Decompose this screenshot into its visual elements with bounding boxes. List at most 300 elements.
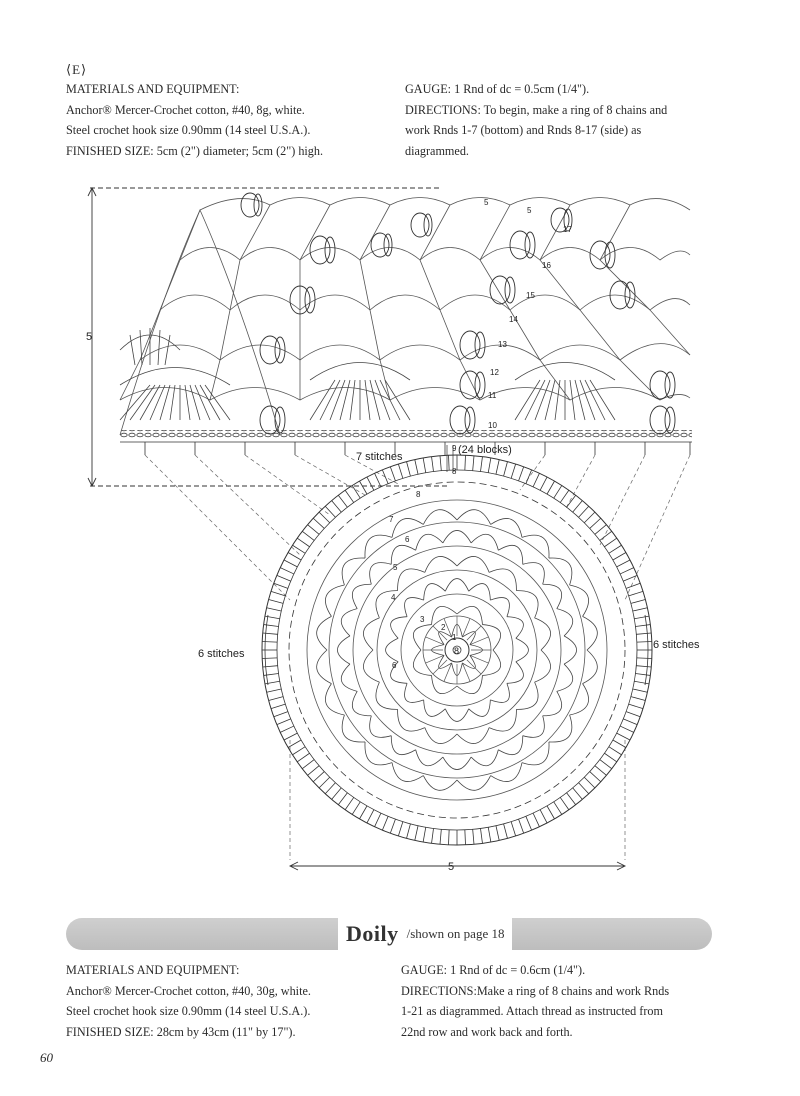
doily-directions-line-3: 22nd row and work back and forth. bbox=[401, 1024, 573, 1039]
edge-stitch-tick bbox=[284, 560, 297, 567]
edge-stitch-tick bbox=[263, 633, 278, 634]
doily-materials-heading: MATERIALS AND EQUIPMENT: bbox=[66, 963, 240, 977]
edge-stitch-tick bbox=[629, 704, 643, 709]
side-round-label: 9 bbox=[452, 444, 457, 453]
chain-scallop bbox=[365, 535, 392, 558]
side-diagram bbox=[88, 188, 692, 486]
chain-scallop bbox=[424, 584, 446, 601]
edge-stitch-tick bbox=[573, 788, 583, 799]
center-stitch bbox=[426, 655, 444, 663]
chain-scallop bbox=[516, 638, 529, 661]
chain-scallop bbox=[370, 716, 392, 738]
edge-stitch-tick bbox=[390, 819, 395, 833]
doily-title: Doily bbox=[346, 921, 399, 946]
section-e-label: ⟨E⟩ bbox=[66, 62, 88, 77]
edge-stitch-tick bbox=[440, 456, 441, 471]
edge-stitch-tick bbox=[626, 712, 640, 717]
doily-directions bbox=[401, 960, 721, 1042]
chain-scallop bbox=[392, 763, 423, 782]
width-label: 5 bbox=[448, 861, 455, 873]
edge-stitch-tick bbox=[609, 747, 622, 755]
bottom-round-label: 2 bbox=[441, 623, 446, 632]
edge-stitch-tick bbox=[636, 633, 651, 634]
edge-stitch-tick bbox=[636, 666, 651, 667]
edge-stitch-tick bbox=[613, 740, 626, 748]
doily-materials-hook: Steel crochet hook size 0.90mm (14 steel U.S.A.). bbox=[66, 1004, 311, 1018]
chain-scallop bbox=[341, 664, 357, 691]
chain-scallop bbox=[557, 664, 573, 691]
edge-stitch-tick bbox=[423, 458, 426, 473]
bottom-round-label: 3 bbox=[420, 615, 425, 624]
center-label: 8 bbox=[454, 646, 460, 656]
blocks-label: (24 blocks) bbox=[458, 444, 512, 456]
chain-scallop bbox=[457, 510, 491, 525]
chain-scallop bbox=[557, 609, 573, 636]
chain-scallop bbox=[535, 618, 551, 650]
edge-stitch-tick bbox=[423, 827, 426, 842]
chain-scallop bbox=[564, 636, 576, 664]
edge-stitch-tick bbox=[465, 830, 466, 845]
edge-stitch-tick bbox=[265, 681, 280, 684]
edge-stitch-tick bbox=[293, 747, 306, 755]
section-e-materials bbox=[66, 79, 386, 161]
doily-subtitle: /shown on page 18 bbox=[406, 926, 505, 941]
edge-stitch-tick bbox=[511, 464, 516, 478]
edge-stitch-tick bbox=[352, 802, 360, 815]
bottom-diagram bbox=[262, 445, 652, 870]
chain-scallop bbox=[469, 584, 491, 601]
chain-scallop bbox=[535, 650, 551, 682]
edge-stitch-tick bbox=[579, 783, 589, 794]
center-stitch bbox=[433, 660, 447, 674]
edge-stitch-tick bbox=[360, 481, 368, 494]
chain-scallop bbox=[432, 675, 457, 693]
edge-stitch-tick bbox=[533, 813, 539, 827]
chain-scallop bbox=[424, 700, 446, 717]
chain-scallop bbox=[391, 736, 415, 755]
edge-stitch-tick bbox=[264, 673, 279, 675]
chain-scallop bbox=[491, 763, 522, 782]
chain-scallop bbox=[443, 757, 471, 769]
edge-stitch-tick bbox=[338, 495, 347, 507]
chain-scallop bbox=[392, 518, 423, 537]
chain-scallop bbox=[457, 606, 482, 624]
chain-scallop bbox=[498, 736, 522, 755]
edge-stitch-tick bbox=[634, 616, 649, 619]
side-round-labels bbox=[452, 198, 572, 476]
bottom-round-label: 6 bbox=[392, 661, 397, 670]
edge-stitch-tick bbox=[407, 824, 411, 838]
chain-scallop bbox=[570, 684, 589, 715]
edge-stitch-tick bbox=[629, 591, 643, 596]
chain-scallop bbox=[337, 636, 349, 664]
edge-stitch-tick bbox=[280, 726, 294, 732]
chain-scallop bbox=[325, 684, 344, 715]
chain-scallop bbox=[470, 645, 483, 656]
edge-stitch-tick bbox=[313, 772, 324, 782]
chain-scallop bbox=[413, 650, 431, 675]
doily-directions-line-2: 1-21 as diagrammed. Attach thread as instructed from bbox=[401, 1004, 663, 1018]
edge-stitch-tick bbox=[600, 531, 612, 540]
doily-materials bbox=[66, 960, 386, 1042]
edge-stitch-tick bbox=[488, 458, 491, 473]
edge-stitch-tick bbox=[432, 457, 434, 472]
edge-stitch-tick bbox=[360, 806, 368, 819]
edge-stitch-tick bbox=[269, 600, 283, 604]
edge-stitch-tick bbox=[554, 802, 562, 815]
chain-scallop bbox=[549, 715, 572, 742]
edge-stitch-tick bbox=[623, 575, 637, 581]
directions-line-3: diagrammed. bbox=[405, 143, 469, 158]
side-round-label: 16 bbox=[542, 261, 551, 270]
chain-scallop bbox=[352, 584, 371, 608]
edge-stitch-tick bbox=[635, 625, 650, 627]
edge-stitch-tick bbox=[584, 777, 595, 788]
edge-stitch-tick bbox=[547, 806, 555, 819]
chain-scallop bbox=[549, 558, 572, 585]
edge-stitch-tick bbox=[473, 456, 474, 471]
section-e-directions bbox=[405, 79, 725, 161]
edge-stitch-tick bbox=[448, 455, 449, 470]
chain-scallop bbox=[507, 662, 524, 684]
side-round-label: 13 bbox=[498, 340, 507, 349]
edge-stitch-tick bbox=[637, 658, 652, 659]
doily-banner-title-box bbox=[338, 918, 512, 950]
bottom-round-label: 6 bbox=[405, 535, 410, 544]
edge-stitch-tick bbox=[504, 462, 508, 476]
edge-stitch-tick bbox=[269, 697, 283, 701]
edge-stitch-tick bbox=[297, 753, 309, 762]
chain-scallop bbox=[370, 563, 392, 585]
chain-scallop bbox=[457, 556, 489, 572]
edge-stitch-tick bbox=[590, 772, 601, 782]
edge-stitch-tick bbox=[631, 697, 645, 701]
chain-scallop bbox=[471, 534, 498, 550]
chain-scallop bbox=[363, 618, 379, 650]
edge-stitch-tick bbox=[267, 608, 282, 611]
edge-stitch-tick bbox=[554, 486, 562, 499]
chain-scallop bbox=[482, 650, 500, 675]
chain-scallop bbox=[317, 616, 332, 650]
edge-stitch-tick bbox=[496, 826, 499, 841]
chain-scallop bbox=[516, 591, 538, 618]
chain-scallop bbox=[583, 616, 598, 650]
edge-stitch-tick bbox=[584, 512, 595, 523]
center-stitch bbox=[470, 655, 488, 663]
edge-stitch-tick bbox=[617, 560, 630, 567]
chain-scallop bbox=[317, 650, 332, 684]
edge-stitch-tick bbox=[496, 460, 499, 475]
edge-stitch-tick bbox=[620, 568, 634, 574]
edge-stitch-tick bbox=[634, 681, 649, 684]
chain-scallop bbox=[425, 728, 457, 744]
chain-scallop bbox=[439, 655, 452, 668]
side-round-label: 11 bbox=[488, 391, 497, 400]
edge-stitch-tick bbox=[567, 793, 576, 805]
edge-stitch-tick bbox=[319, 512, 330, 523]
chain-scallop bbox=[376, 682, 398, 709]
center-stitch bbox=[470, 637, 488, 645]
edge-stitch-tick bbox=[600, 760, 612, 769]
chain-scallop bbox=[413, 625, 431, 650]
chain-scallop bbox=[543, 691, 562, 715]
edge-stitch-tick bbox=[382, 470, 388, 484]
finished-size: FINISHED SIZE: 5cm (2") diameter; 5cm (2") high. bbox=[66, 143, 324, 158]
edge-stitch-tick bbox=[390, 467, 395, 481]
chain-scallop bbox=[391, 617, 408, 639]
edge-stitch-tick bbox=[284, 733, 297, 740]
edge-stitch-tick bbox=[620, 726, 634, 732]
edge-stitch-tick bbox=[415, 460, 418, 475]
chain-scallop bbox=[471, 750, 498, 766]
diagram-labels bbox=[86, 331, 700, 873]
edge-stitch-tick bbox=[526, 470, 532, 484]
edge-stitch-tick bbox=[567, 495, 576, 507]
edge-stitch-tick bbox=[313, 518, 324, 528]
chain-scallop bbox=[386, 638, 399, 661]
chain-scallop bbox=[507, 617, 524, 639]
edge-stitch-tick bbox=[271, 591, 285, 596]
chain-scallop bbox=[490, 598, 509, 617]
edge-stitch-tick bbox=[488, 827, 491, 842]
edge-stitch-tick bbox=[511, 822, 516, 836]
chain-scallop bbox=[498, 545, 522, 564]
edge-stitch-tick bbox=[560, 797, 569, 809]
bottom-round-label: 8 bbox=[416, 490, 421, 499]
chain-scallop bbox=[523, 563, 545, 585]
chain-scallop bbox=[452, 625, 463, 638]
chain-scallop bbox=[452, 663, 463, 676]
edge-stitch-tick bbox=[325, 506, 335, 517]
edge-stitch-tick bbox=[415, 826, 418, 841]
center-stitch bbox=[444, 663, 452, 681]
edge-stitch-tick bbox=[263, 666, 278, 667]
side-round-label: 15 bbox=[526, 291, 535, 300]
center-stitch bbox=[462, 619, 470, 637]
directions-line-2: work Rnds 1-7 (bottom) and Rnds 8-17 (side) as bbox=[405, 123, 642, 137]
bottom-round-label: 1 bbox=[452, 633, 457, 642]
chain-scallop bbox=[439, 632, 452, 645]
chain-scallop bbox=[543, 584, 562, 608]
doily-finished-size: FINISHED SIZE: 28cm by 43cm (11" by 17"). bbox=[66, 1024, 296, 1039]
edge-stitch-tick bbox=[345, 490, 354, 502]
center-stitch bbox=[467, 660, 481, 674]
chain-scallop bbox=[457, 776, 491, 791]
edge-stitch-tick bbox=[473, 829, 474, 844]
edge-stitch-tick bbox=[480, 457, 482, 472]
edge-stitch-tick bbox=[595, 525, 606, 535]
bottom-round-labels bbox=[389, 490, 460, 670]
chain-scallop bbox=[425, 556, 457, 572]
chain-scallop bbox=[352, 691, 371, 715]
edge-stitch-tick bbox=[308, 766, 319, 776]
edge-stitch-tick bbox=[637, 641, 652, 642]
bottom-round-label: 4 bbox=[391, 593, 396, 602]
side-round-label: 5 bbox=[484, 198, 489, 207]
edge-stitch-tick bbox=[407, 462, 411, 476]
chain-scallop bbox=[457, 675, 482, 693]
chain-scallop bbox=[432, 606, 457, 624]
chain-scallop bbox=[482, 625, 500, 650]
edge-stitch-tick bbox=[367, 477, 374, 490]
edge-stitch-tick bbox=[631, 600, 645, 604]
edge-stitch-tick bbox=[547, 481, 555, 494]
stitches-7-label: 7 stitches bbox=[356, 451, 403, 463]
chain-scallop bbox=[342, 715, 365, 742]
side-round-label: 17 bbox=[563, 225, 572, 234]
chain-scallop bbox=[363, 650, 379, 682]
center-stitch bbox=[444, 619, 452, 637]
side-round-label: 10 bbox=[488, 421, 497, 430]
chain-scallop bbox=[325, 585, 344, 616]
gauge: GAUGE: 1 Rnd of dc = 0.5cm (1/4"). bbox=[405, 82, 590, 96]
edge-stitch-tick bbox=[623, 719, 637, 725]
chain-scallop bbox=[405, 598, 424, 617]
chain-scallop bbox=[398, 709, 425, 731]
height-label: 5 bbox=[86, 331, 93, 343]
edge-stitch-tick bbox=[635, 673, 650, 675]
chain-scallop bbox=[570, 585, 589, 616]
chain-scallop bbox=[469, 700, 491, 717]
edge-stitch-tick bbox=[293, 545, 306, 553]
edge-stitch-tick bbox=[277, 719, 291, 725]
edge-stitch-tick bbox=[519, 467, 524, 481]
doily-banner bbox=[66, 918, 712, 950]
edge-stitch-tick bbox=[325, 783, 335, 794]
edge-stitch-tick bbox=[613, 553, 626, 561]
side-round-label: 5 bbox=[527, 206, 532, 215]
edge-stitch-tick bbox=[560, 490, 569, 502]
center-stitch bbox=[426, 637, 444, 645]
edge-stitch-tick bbox=[338, 793, 347, 805]
edge-stitch-tick bbox=[540, 810, 547, 823]
doily-gauge: GAUGE: 1 Rnd of dc = 0.6cm (1/4"). bbox=[401, 963, 586, 977]
edge-stitch-tick bbox=[448, 830, 449, 845]
edge-stitch-tick bbox=[590, 518, 601, 528]
chain-scallop bbox=[423, 510, 457, 525]
chain-scallop bbox=[490, 683, 509, 702]
chain-scallop bbox=[376, 591, 398, 618]
edge-stitch-tick bbox=[609, 545, 622, 553]
chain-scallop bbox=[489, 709, 516, 731]
chain-scallop bbox=[522, 742, 549, 765]
edge-stitch-tick bbox=[267, 689, 282, 692]
materials-hook: Steel crochet hook size 0.90mm (14 steel U.S.A.). bbox=[66, 123, 311, 137]
chain-scallop bbox=[523, 716, 545, 738]
center-stitch bbox=[467, 626, 481, 640]
chain-scallop bbox=[462, 655, 475, 668]
edge-stitch-tick bbox=[271, 704, 285, 709]
doily-materials-thread: Anchor® Mercer-Crochet cotton, #40, 30g, white. bbox=[66, 983, 311, 998]
chain-scallop bbox=[462, 632, 475, 645]
edge-stitch-tick bbox=[519, 819, 524, 833]
chain-scallop bbox=[342, 558, 365, 585]
edge-stitch-tick bbox=[288, 553, 301, 561]
chain-scallop bbox=[445, 709, 468, 722]
edge-stitch-tick bbox=[465, 455, 466, 470]
edge-stitch-tick bbox=[579, 506, 589, 517]
edge-stitch-tick bbox=[533, 473, 539, 487]
edge-stitch-tick bbox=[332, 788, 342, 799]
edge-stitch-tick bbox=[262, 641, 277, 642]
edge-stitch-tick bbox=[319, 777, 330, 788]
chain-scallop bbox=[445, 579, 468, 592]
chain-scallop bbox=[443, 530, 471, 542]
chain-scallop bbox=[391, 662, 408, 684]
edge-stitch-tick bbox=[297, 538, 309, 547]
edge-stitch-tick bbox=[595, 766, 606, 776]
edge-stitch-tick bbox=[432, 828, 434, 843]
bottom-round-label: 5 bbox=[393, 563, 398, 572]
edge-stitch-tick bbox=[367, 810, 374, 823]
edge-stitch-tick bbox=[604, 538, 616, 547]
edge-stitch-tick bbox=[540, 477, 547, 490]
materials-heading: MATERIALS AND EQUIPMENT: bbox=[66, 82, 240, 96]
edge-stitch-tick bbox=[264, 625, 279, 627]
side-round-label: 8 bbox=[452, 467, 457, 476]
edge-stitch-tick bbox=[302, 531, 314, 540]
chain-scallop bbox=[522, 535, 549, 558]
chain-scallop bbox=[489, 569, 516, 591]
edge-stitch-tick bbox=[398, 822, 403, 836]
side-round-label: 14 bbox=[509, 315, 518, 324]
edge-stitch-tick bbox=[633, 689, 648, 692]
doily-directions-line-1: DIRECTIONS:Make a ring of 8 chains and work Rnds bbox=[401, 983, 670, 998]
bottom-round-label: 7 bbox=[389, 515, 394, 524]
edge-stitch-tick bbox=[382, 816, 388, 830]
edge-stitch-tick bbox=[398, 464, 403, 478]
chain-scallop bbox=[516, 682, 538, 709]
edge-stitch-tick bbox=[604, 753, 616, 762]
edge-stitch-tick bbox=[332, 501, 342, 512]
edge-stitch-tick bbox=[480, 828, 482, 843]
edge-stitch-tick bbox=[626, 583, 640, 588]
edge-stitch-tick bbox=[262, 658, 277, 659]
chain-scallop bbox=[457, 728, 489, 744]
stitches-6-right-label: 6 stitches bbox=[653, 639, 700, 651]
chain-scallop bbox=[416, 534, 443, 550]
edge-stitch-tick bbox=[280, 568, 294, 574]
edge-stitch-tick bbox=[345, 797, 354, 809]
directions-line-1: DIRECTIONS: To begin, make a ring of 8 chains and bbox=[405, 102, 668, 117]
chain-scallop bbox=[423, 776, 457, 791]
edge-stitch-tick bbox=[265, 616, 280, 619]
chain-scallop bbox=[391, 545, 415, 564]
chain-scallop bbox=[583, 650, 598, 684]
edge-stitch-tick bbox=[274, 712, 288, 717]
edge-stitch-tick bbox=[440, 829, 441, 844]
edge-stitch-tick bbox=[302, 760, 314, 769]
edge-stitch-tick bbox=[375, 813, 381, 827]
edge-stitch-tick bbox=[308, 525, 319, 535]
edge-stitch-tick bbox=[274, 583, 288, 588]
edge-stitch-tick bbox=[352, 486, 360, 499]
chain-scallop bbox=[398, 569, 425, 591]
edge-stitch-tick bbox=[504, 824, 508, 838]
center-stitch bbox=[462, 663, 470, 681]
chain-scallop bbox=[432, 645, 445, 656]
side-round-label: 12 bbox=[490, 368, 499, 377]
edge-stitch-tick bbox=[375, 473, 381, 487]
chain-scallop bbox=[405, 683, 424, 702]
page-number: 60 bbox=[40, 1050, 53, 1065]
edge-stitch-tick bbox=[277, 575, 291, 581]
chain-scallop bbox=[365, 742, 392, 765]
center-stitch bbox=[433, 626, 447, 640]
stitches-6-left-label: 6 stitches bbox=[198, 648, 245, 660]
edge-stitch-tick bbox=[288, 740, 301, 748]
materials-thread: Anchor® Mercer-Crochet cotton, #40, 8g, white. bbox=[66, 102, 305, 117]
